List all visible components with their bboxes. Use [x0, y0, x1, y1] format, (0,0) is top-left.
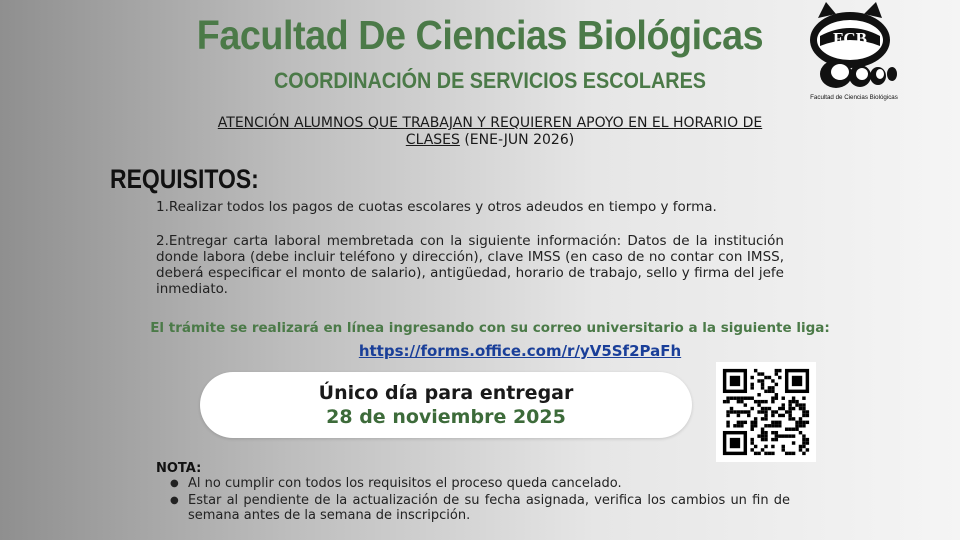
logo-caption: Facultad de Ciencias Biológicas: [810, 94, 898, 101]
online-instructions: El trámite se realizará en línea ingresando con su correo universitario a la siguiente liga:: [150, 320, 830, 336]
attention-period: (ENE-JUN 2026): [459, 132, 575, 148]
deadline-banner: [200, 372, 692, 438]
forms-link[interactable]: https://forms.office.com/r/yV5Sf2PaFh: [358, 342, 682, 360]
department-subtitle: COORDINACIÓN DE SERVICIOS ESCOLARES: [274, 68, 706, 93]
note-item: ● Estar al pendiente de la actualización de su fecha asignada, verifica los cambios un fin de semana antes de la semana de inscripción.: [170, 493, 790, 523]
faculty-title: Facultad De Ciencias Biológicas: [196, 12, 764, 58]
requirement-item: 2.Entregar carta laboral membretada con la siguiente información: Datos de la institución donde labora (debe incluir teléfono y dirección), clave IMSS (en caso de no contar con IMSS, deberá especificar el monto de salario), antigüedad, horario de trabajo, sello y firma del jefe inmediato.: [156, 233, 784, 297]
note-list: [170, 476, 790, 525]
attention-notice: [200, 115, 780, 149]
fcb-logo: [796, 0, 900, 104]
attention-underlined: ATENCIÓN ALUMNOS QUE TRABAJAN Y REQUIEREN APOYO EN EL HORARIO DE CLASES: [217, 115, 763, 148]
logo-letters: FCB: [833, 29, 867, 48]
note-item: ● Al no cumplir con todos los requisitos el proceso queda cancelado.: [170, 476, 790, 491]
qr-code[interactable]: [716, 362, 816, 462]
note-heading: NOTA:: [156, 461, 202, 476]
requirements-list: [156, 199, 784, 315]
requirement-item: 1.Realizar todos los pagos de cuotas escolares y otros adeudos en tiempo y forma.: [156, 199, 717, 215]
requirements-heading: REQUISITOS:: [110, 164, 259, 194]
deadline-label: Único día para entregar: [318, 382, 574, 404]
deadline-date: 28 de noviembre 2025: [326, 406, 566, 428]
